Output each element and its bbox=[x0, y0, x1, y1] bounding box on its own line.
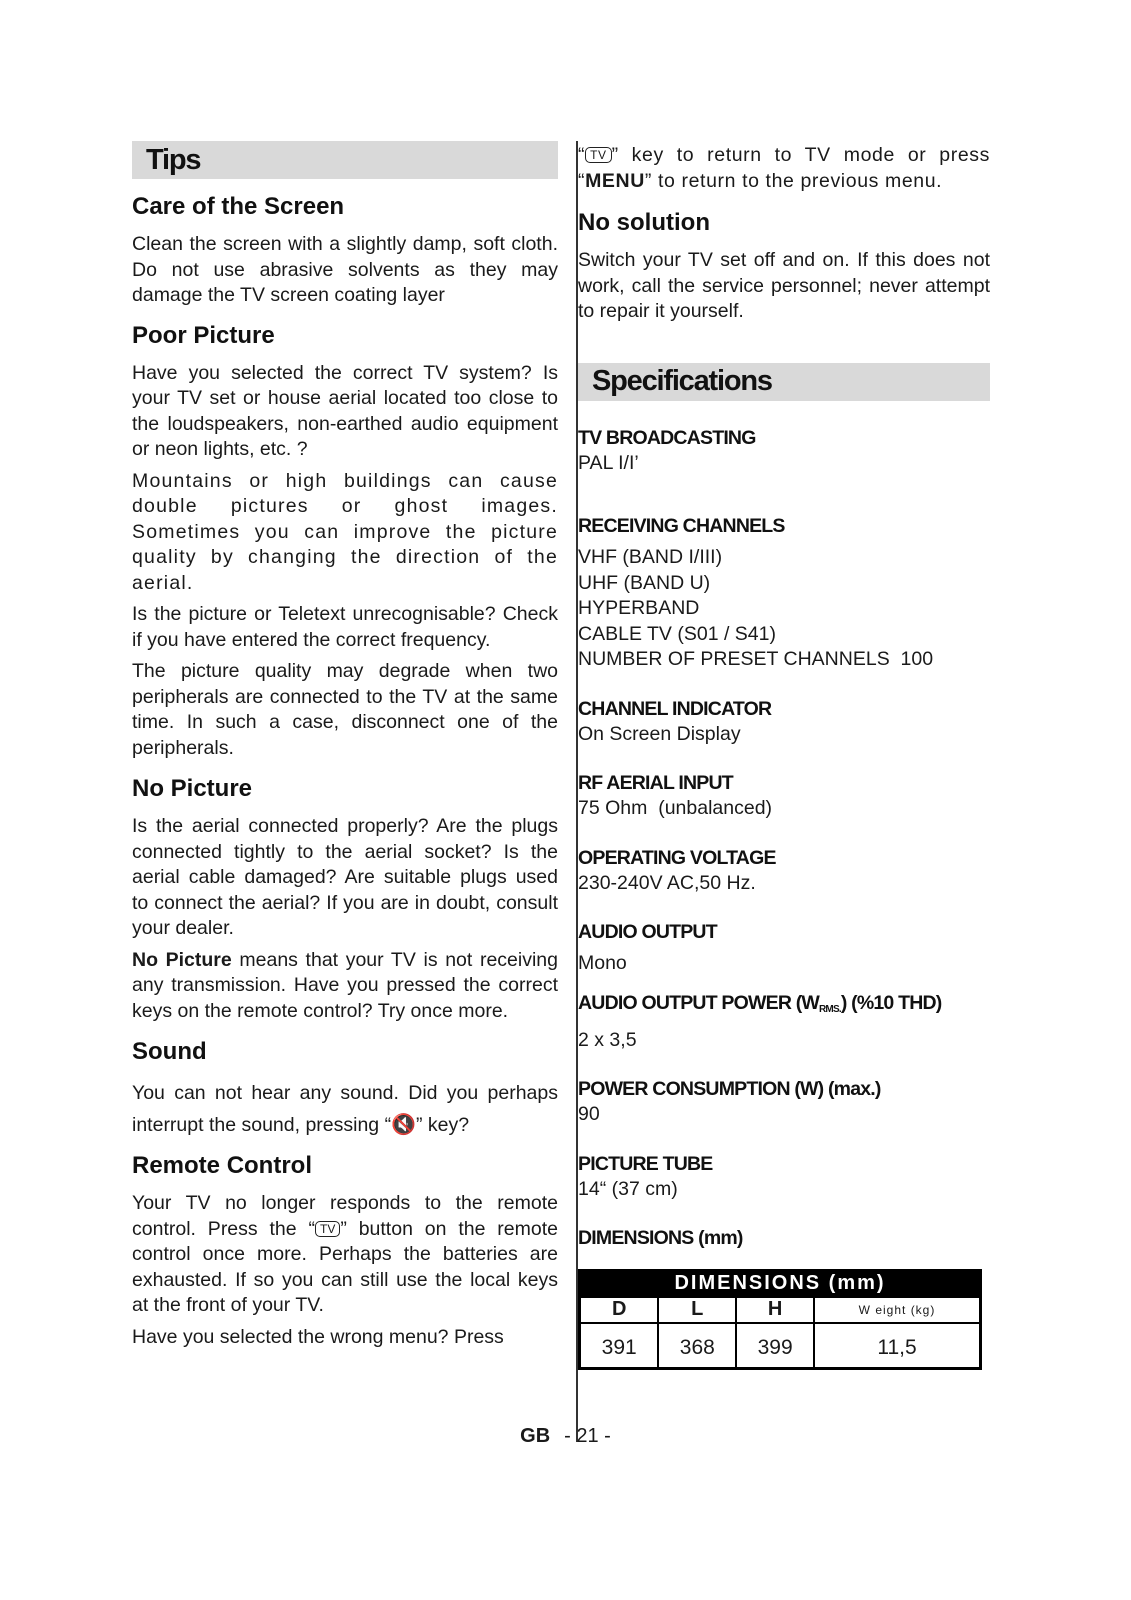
tv-key-icon-2: TV bbox=[585, 147, 612, 163]
no-picture-p2 bbox=[132, 948, 558, 1025]
spec-receiving-v1: VHF (BAND I/III) bbox=[578, 546, 723, 568]
remote-cont-mid: ” key to return to TV mode or press “ bbox=[578, 144, 990, 192]
spec-tube bbox=[578, 1152, 990, 1203]
spec-voltage-value: 230-240V AC,50 Hz. bbox=[578, 871, 756, 894]
footer-language: GB bbox=[520, 1425, 551, 1447]
spec-power bbox=[578, 1077, 990, 1128]
spec-power-value: 90 bbox=[578, 1103, 600, 1125]
spec-audio-power-sub: RMS. bbox=[819, 1003, 841, 1015]
dimensions-header-d: D bbox=[580, 1297, 659, 1323]
remote-control-heading: Remote Control bbox=[132, 1152, 312, 1179]
spec-audio-output bbox=[578, 920, 990, 977]
dimensions-value-l: 368 bbox=[658, 1323, 736, 1369]
spec-power-label: POWER CONSUMPTION (W) (max.) bbox=[578, 1078, 881, 1100]
care-heading: Care of the Screen bbox=[132, 193, 345, 220]
tips-section-header bbox=[132, 141, 558, 179]
specifications-section-header bbox=[578, 363, 990, 401]
sound-heading: Sound bbox=[132, 1038, 207, 1065]
spec-indicator-value: On Screen Display bbox=[578, 722, 741, 745]
tips-title: Tips bbox=[146, 143, 201, 176]
remote-p1-b: ” button on the remote control once more. Perhaps the batteries are exhausted. If so you can still use the local keys at the front of your TV. bbox=[132, 1217, 558, 1316]
spec-voltage bbox=[578, 846, 990, 897]
spec-broadcasting bbox=[578, 426, 990, 477]
page-number: - 21 - bbox=[564, 1425, 611, 1447]
dimensions-header-h: H bbox=[736, 1297, 814, 1323]
spec-tube-label: PICTURE TUBE bbox=[578, 1152, 713, 1175]
remote-cont-end: ” to return to the previous menu. bbox=[644, 169, 943, 192]
specifications-title: Specifications bbox=[592, 365, 772, 397]
right-column bbox=[578, 143, 990, 1370]
remote-p1-a: Your TV no longer responds to the remote control. Press the “ bbox=[132, 1192, 558, 1240]
no-picture-p2-bold: No Picture bbox=[132, 948, 232, 971]
poor-picture-p4: The picture quality may degrade when two peripherals are connected to the TV at the same time. In such a case, disconnect one of the peripherals. bbox=[132, 660, 558, 759]
page-footer bbox=[0, 1425, 1131, 1448]
spec-receiving-v2: UHF (BAND U) bbox=[578, 571, 711, 594]
spec-receiving-v3: HYPERBAND bbox=[578, 597, 700, 619]
sound-text bbox=[132, 1077, 558, 1141]
no-picture-p1: Is the aerial connected properly? Are the plugs connected tightly to the aerial socket? Is the aerial cable damaged? Are suitable plugs used to connect the aerial? If you are in doubt, consult your dealer. bbox=[132, 815, 558, 939]
no-solution-text: Switch your TV set off and on. If this does not work, call the service personnel; never attempt to repair it yourself. bbox=[578, 249, 990, 322]
spec-audio-output-label: AUDIO OUTPUT bbox=[578, 921, 717, 943]
spec-audio-power-value: 2 x 3,5 bbox=[578, 1028, 637, 1051]
spec-broadcasting-value: PAL I/I’ bbox=[578, 451, 639, 474]
spec-rf-value: 75 Ohm (unbalanced) bbox=[578, 797, 773, 819]
remote-control-continued bbox=[578, 143, 990, 194]
spec-tube-value: 14“ (37 cm) bbox=[578, 1177, 678, 1200]
dimensions-value-d: 391 bbox=[580, 1323, 659, 1369]
no-picture-p2-rest: means that your TV is not receiving any transmission. Have you pressed the correct keys on the remote control? Try once more. bbox=[132, 948, 558, 1022]
dimensions-value-h: 399 bbox=[736, 1323, 814, 1369]
spec-rf-label: RF AERIAL INPUT bbox=[578, 772, 733, 794]
spec-audio-output-value: Mono bbox=[578, 952, 627, 974]
dimensions-table-title: DIMENSIONS (mm) bbox=[580, 1271, 981, 1297]
spec-audio-power-label-a: AUDIO OUTPUT POWER (W bbox=[578, 991, 820, 1014]
spec-broadcasting-label: TV BROADCASTING bbox=[578, 426, 756, 449]
no-solution-heading: No solution bbox=[578, 209, 710, 236]
dimensions-header-weight: W eight (kg) bbox=[814, 1297, 980, 1323]
spec-dimensions-label: DIMENSIONS (mm) bbox=[578, 1227, 743, 1249]
dimensions-value-weight: 11,5 bbox=[814, 1323, 980, 1369]
sound-text-b: ” key? bbox=[415, 1114, 470, 1136]
spec-receiving bbox=[578, 514, 990, 673]
remote-cont-open: “ bbox=[578, 144, 586, 166]
tv-key-icon: TV bbox=[315, 1221, 340, 1237]
remote-control-p2: Have you selected the wrong menu? Press bbox=[132, 1325, 504, 1348]
dimensions-header-l: L bbox=[658, 1297, 736, 1323]
spec-voltage-label: OPERATING VOLTAGE bbox=[578, 846, 776, 869]
poor-picture-p1: Have you selected the correct TV system? Is your TV set or house aerial located too close to the loudspeakers, non-earthed audio equipment or neon lights, etc. ? bbox=[132, 361, 558, 460]
spec-receiving-v5: NUMBER OF PRESET CHANNELS 100 bbox=[578, 648, 934, 670]
care-text: Clean the screen with a slightly damp, soft cloth. Do not use abrasive solvents as they may damage the TV screen coating layer bbox=[132, 233, 558, 306]
no-picture-heading: No Picture bbox=[132, 775, 253, 802]
spec-dimensions bbox=[578, 1226, 990, 1370]
spec-rf bbox=[578, 771, 990, 822]
spec-indicator-label: CHANNEL INDICATOR bbox=[578, 697, 772, 720]
spec-receiving-v4: CABLE TV (S01 / S41) bbox=[578, 622, 776, 645]
spec-audio-power bbox=[578, 991, 990, 1054]
sound-text-a: You can not hear any sound. Did you perhaps interrupt the sound, pressing “ bbox=[132, 1082, 558, 1136]
poor-picture-p2: Mountains or high buildings can cause double pictures or ghost images. Sometimes you can improve the picture quality by changing the direction of the aerial. bbox=[132, 469, 558, 594]
poor-picture-heading: Poor Picture bbox=[132, 321, 275, 349]
remote-control-p1 bbox=[132, 1191, 558, 1319]
spec-receiving-label: RECEIVING CHANNELS bbox=[578, 515, 785, 537]
left-column bbox=[132, 141, 558, 1350]
menu-key-label: MENU bbox=[585, 169, 645, 192]
dimensions-table bbox=[578, 1269, 982, 1370]
poor-picture-p3: Is the picture or Teletext unrecognisable? Check if you have entered the correct frequency. bbox=[132, 603, 558, 651]
spec-indicator bbox=[578, 697, 990, 748]
spec-audio-power-label-b: ) (%10 THD) bbox=[840, 991, 942, 1014]
mute-key-icon: 🔇 bbox=[391, 1114, 416, 1136]
spec-audio-power-label bbox=[578, 991, 990, 1022]
